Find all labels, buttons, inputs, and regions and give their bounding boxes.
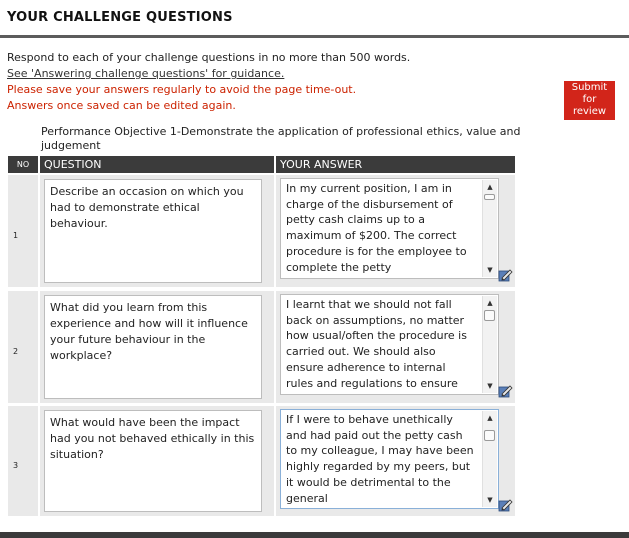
instructions-text: Respond to each of your challenge questions in no more than 500 words. (7, 51, 411, 64)
footer-divider (0, 532, 629, 538)
scroll-thumb[interactable] (484, 194, 495, 200)
edit-pencil-icon[interactable] (498, 267, 513, 282)
row-number: 1 (13, 231, 19, 240)
answer-scrollbar[interactable] (482, 180, 497, 277)
scroll-down-arrow-icon[interactable]: ▼ (487, 496, 493, 504)
answer-textarea[interactable] (280, 294, 499, 395)
question-row (8, 291, 515, 403)
header-divider (0, 35, 629, 38)
question-row (8, 406, 515, 516)
scroll-up-arrow-icon[interactable]: ▲ (487, 299, 493, 307)
column-header-question: QUESTION (40, 156, 274, 173)
row-number-cell (8, 406, 38, 516)
answer-text: I learnt that we should not fall back on assumptions, no matter how usual/often the procedure is carried out. We should also ensure adherence to internal rules and regulations to ensure (286, 298, 467, 390)
submit-label-line2: for (582, 94, 597, 105)
row-number-cell (8, 291, 38, 403)
submit-label-line3: review (572, 106, 607, 117)
question-cell (40, 291, 274, 403)
edit-pencil-icon[interactable] (498, 383, 513, 398)
submit-label-line1: Submit (571, 82, 608, 93)
save-warning: Please save your answers regularly to avoid the page time-out. (7, 83, 357, 96)
answer-cell (276, 175, 515, 287)
answer-textarea[interactable] (280, 178, 499, 279)
row-number: 3 (13, 461, 19, 470)
answer-text: If I were to behave unethically and had paid out the petty cash to my colleague, I may have been highly regarded by my peers, but it would be detrimental to the general (286, 413, 474, 505)
table-header (8, 156, 515, 173)
question-cell (40, 175, 274, 287)
edit-note: Answers once saved can be edited again. (7, 99, 236, 112)
page-title: YOUR CHALLENGE QUESTIONS (7, 10, 233, 25)
scroll-up-arrow-icon[interactable]: ▲ (487, 414, 493, 422)
scroll-down-arrow-icon[interactable]: ▼ (487, 382, 493, 390)
answer-cell (276, 406, 515, 516)
scroll-down-arrow-icon[interactable]: ▼ (487, 266, 493, 274)
column-header-answer: YOUR ANSWER (276, 156, 515, 173)
row-number: 2 (13, 347, 19, 356)
scroll-up-arrow-icon[interactable]: ▲ (487, 183, 493, 191)
answer-scrollbar[interactable] (482, 411, 497, 507)
answer-text: In my current position, I am in charge of the disbursement of petty cash claims up to a maximum of $200. The correct procedure is for the employee to complete the petty (286, 182, 467, 274)
row-number-cell (8, 175, 38, 287)
scroll-thumb[interactable] (484, 310, 495, 321)
question-text: Describe an occasion on which you had to demonstrate ethical behaviour. (44, 179, 262, 283)
page-header (0, 0, 629, 36)
submit-for-review-button[interactable] (564, 81, 615, 120)
answer-textarea[interactable] (280, 409, 499, 509)
edit-pencil-icon[interactable] (498, 497, 513, 512)
question-row (8, 175, 515, 287)
answer-scrollbar[interactable] (482, 296, 497, 393)
question-text: What would have been the impact had you not behaved ethically in this situation? (44, 410, 262, 512)
instructions (7, 50, 547, 114)
guidance-link[interactable]: See 'Answering challenge questions' for guidance. (7, 67, 285, 80)
question-cell (40, 406, 274, 516)
scroll-thumb[interactable] (484, 430, 495, 441)
column-header-no: NO (8, 156, 38, 173)
performance-objective: Performance Objective 1-Demonstrate the application of professional ethics, value and judgement (41, 125, 521, 152)
question-text: What did you learn from this experience and how will it influence your future behaviour in the workplace? (44, 295, 262, 399)
answer-cell (276, 291, 515, 403)
